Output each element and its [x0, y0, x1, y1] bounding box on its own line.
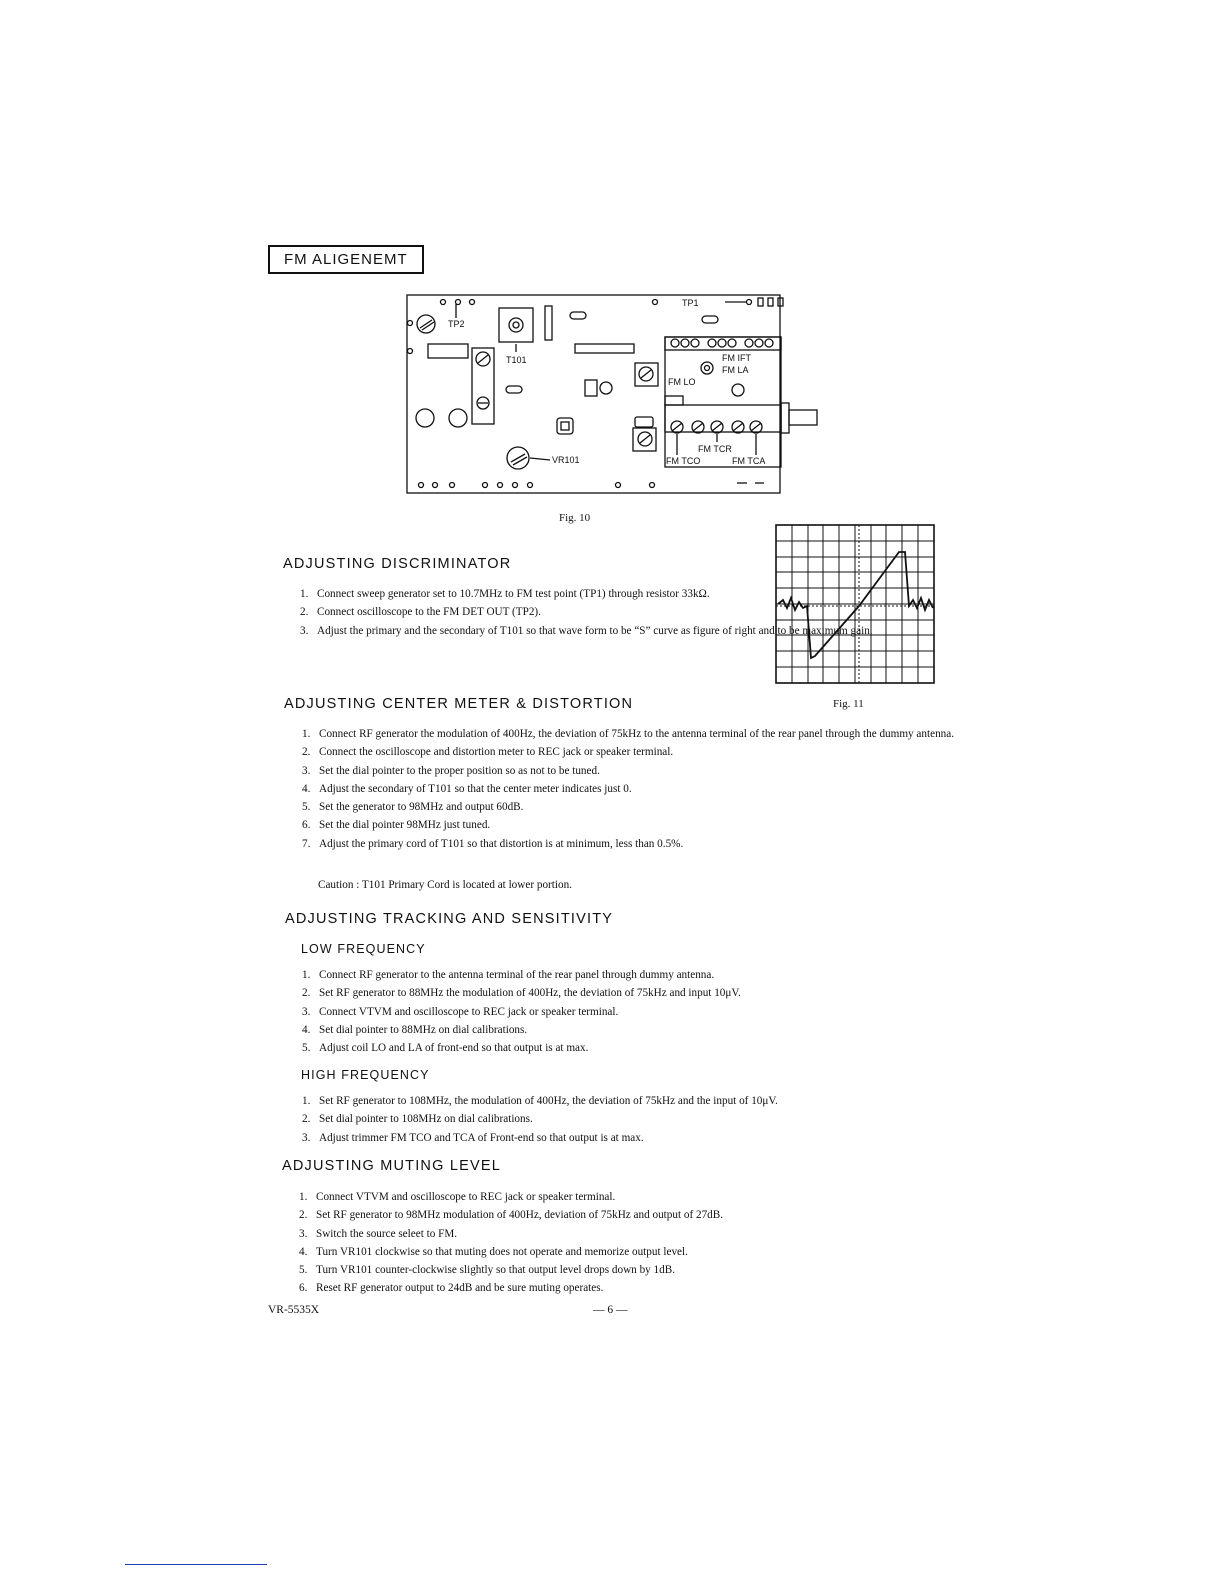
label-fm-tca: FM TCA — [732, 456, 766, 466]
section-title: FM ALIGENEMT — [268, 245, 424, 274]
list-item: 4. Adjust the secondary of T101 so that the center meter indicates just 0. — [302, 782, 632, 795]
label-fm-tco: FM TCO — [666, 456, 701, 466]
list-item: 6. Set the dial pointer 98MHz just tuned. — [302, 819, 491, 832]
list-item: 3. Switch the source seleet to FM. — [299, 1227, 458, 1240]
list-item: 3. Adjust trimmer FM TCO and TCA of Front-end so that output is at max. — [302, 1131, 644, 1144]
list-item: 2. Set RF generator to 98MHz modulation of 400Hz, deviation of 75kHz and output of 27dB. — [299, 1209, 724, 1222]
muting-steps — [299, 1188, 723, 1298]
label-fm-tcr: FM TCR — [698, 444, 732, 454]
label-fm-la: FM LA — [722, 365, 749, 375]
subheading-low-frequency: LOW FREQUENCY — [301, 942, 426, 956]
list-item: 5. Set the generator to 98MHz and output 60dB. — [302, 801, 524, 814]
list-item: 5. Turn VR101 counter-clockwise slightly so that output level drops down by 1dB. — [299, 1264, 675, 1277]
list-item: 1. Connect RF generator the modulation of 400Hz, the deviation of 75kHz to the antenna terminal of the rear panel through the dummy antenna. — [302, 728, 955, 740]
subheading-high-frequency: HIGH FREQUENCY — [301, 1068, 430, 1082]
list-item: 2. Set dial pointer to 108MHz on dial calibrations. — [302, 1113, 533, 1126]
fig11-caption: Fig. 11 — [833, 698, 864, 710]
label-t101: T101 — [506, 355, 527, 365]
heading-tracking: ADJUSTING TRACKING AND SENSITIVITY — [285, 911, 614, 927]
list-item: 2. Set RF generator to 88MHz the modulation of 400Hz, the deviation of 75kHz and input 10μV. — [302, 987, 741, 1000]
label-tp2: TP2 — [448, 319, 465, 329]
list-item: 2. Connect oscilloscope to the FM DET OUT (TP2). — [300, 606, 541, 619]
footer-model: VR-5535X — [268, 1304, 320, 1316]
list-item: 1. Connect RF generator to the antenna terminal of the rear panel through dummy antenna. — [302, 969, 715, 981]
list-item: 2. Connect the oscilloscope and distortion meter to REC jack or speaker terminal. — [302, 746, 674, 759]
list-item: 3. Set the dial pointer to the proper position so as not to be tuned. — [302, 764, 600, 777]
label-fm-ift: FM IFT — [722, 353, 751, 363]
heading-center-meter: ADJUSTING CENTER METER & DISTORTION — [284, 696, 634, 712]
center-meter-steps — [302, 725, 962, 853]
label-vr101: VR101 — [552, 455, 580, 465]
bottom-divider — [125, 1564, 267, 1565]
high-frequency-steps — [302, 1092, 778, 1147]
caution-note: Caution : T101 Primary Cord is located at lower portion. — [318, 879, 572, 891]
low-frequency-steps — [302, 966, 741, 1057]
list-item: 4. Set dial pointer to 88MHz on dial calibrations. — [302, 1023, 528, 1036]
list-item: 1. Connect VTVM and oscilloscope to REC jack or speaker terminal. — [299, 1191, 616, 1203]
heading-discriminator: ADJUSTING DISCRIMINATOR — [283, 556, 512, 572]
list-item: 4. Turn VR101 clockwise so that muting does not operate and memorize output level. — [299, 1245, 688, 1258]
list-item: 7. Adjust the primary cord of T101 so that distortion is at minimum, less than 0.5%. — [302, 837, 684, 850]
list-item: 6. Reset RF generator output to 24dB and be sure muting operates. — [299, 1282, 604, 1295]
discriminator-steps — [300, 585, 873, 640]
heading-muting: ADJUSTING MUTING LEVEL — [282, 1158, 501, 1174]
page-number: — 6 — — [593, 1304, 628, 1316]
list-item: 1. Connect sweep generator set to 10.7MHz to FM test point (TP1) through resistor 33kΩ. — [300, 588, 710, 600]
label-tp1: TP1 — [682, 298, 699, 308]
list-item: 5. Adjust coil LO and LA of front-end so that output is at max. — [302, 1042, 589, 1055]
fig10-caption: Fig. 10 — [559, 512, 591, 524]
oscilloscope-s-curve — [775, 524, 937, 686]
label-fm-lo: FM LO — [668, 377, 696, 387]
list-item: 1. Set RF generator to 108MHz, the modulation of 400Hz, the deviation of 75kHz and the input of 10μV. — [302, 1095, 778, 1107]
list-item: 3. Connect VTVM and oscilloscope to REC jack or speaker terminal. — [302, 1005, 619, 1018]
list-item: 3. Adjust the primary and the secondary of T101 so that wave form to be “S” curve as figure of right and to be maximum gain. — [300, 624, 873, 637]
pcb-layout-diagram — [400, 290, 830, 495]
